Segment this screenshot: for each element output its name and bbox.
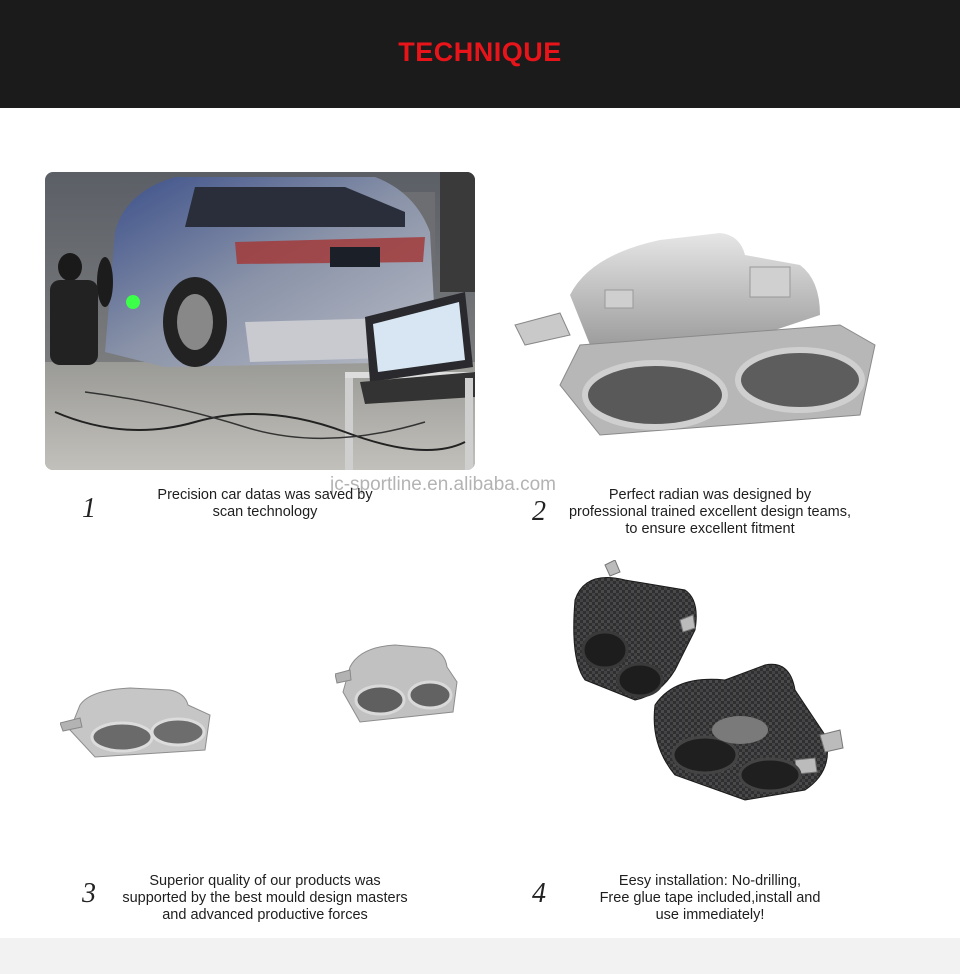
step-2-number: 2 bbox=[532, 496, 546, 527]
scan-photo bbox=[45, 172, 475, 470]
step-1-caption bbox=[120, 487, 410, 521]
caption-line: to ensure excellent fitment bbox=[625, 521, 795, 537]
caption-line: Free glue tape included,install and bbox=[599, 890, 821, 906]
header-banner bbox=[0, 0, 960, 108]
page-title: TECHNIQUE bbox=[398, 37, 562, 67]
caption-line: Precision car datas was saved by bbox=[157, 487, 373, 503]
watermark: jc-sportline.en.alibaba.com bbox=[330, 474, 557, 495]
caption-line: supported by the best mould design masters bbox=[122, 890, 408, 906]
caption-line: and advanced productive forces bbox=[162, 907, 368, 923]
cad-render-image bbox=[510, 225, 880, 440]
caption-line: Superior quality of our products was bbox=[149, 873, 381, 889]
step-2-caption bbox=[550, 487, 870, 538]
caption-line: professional trained excellent design teams, bbox=[568, 504, 852, 520]
caption-line: Perfect radian was designed by bbox=[608, 487, 812, 503]
caption-line: use immediately! bbox=[655, 907, 765, 923]
footer-band bbox=[0, 938, 960, 974]
mould-render-image-right bbox=[335, 642, 460, 724]
step-3-caption bbox=[100, 873, 430, 924]
step-4-number: 4 bbox=[532, 878, 546, 909]
step-3-number: 3 bbox=[82, 878, 96, 909]
step-4-caption bbox=[570, 873, 850, 924]
caption-line: scan technology bbox=[212, 504, 318, 520]
caption-line: Eesy installation: No-drilling, bbox=[618, 873, 802, 889]
mould-render-image-left bbox=[60, 685, 215, 760]
step-1-number: 1 bbox=[82, 493, 96, 524]
carbon-fiber-product-image bbox=[565, 560, 850, 805]
